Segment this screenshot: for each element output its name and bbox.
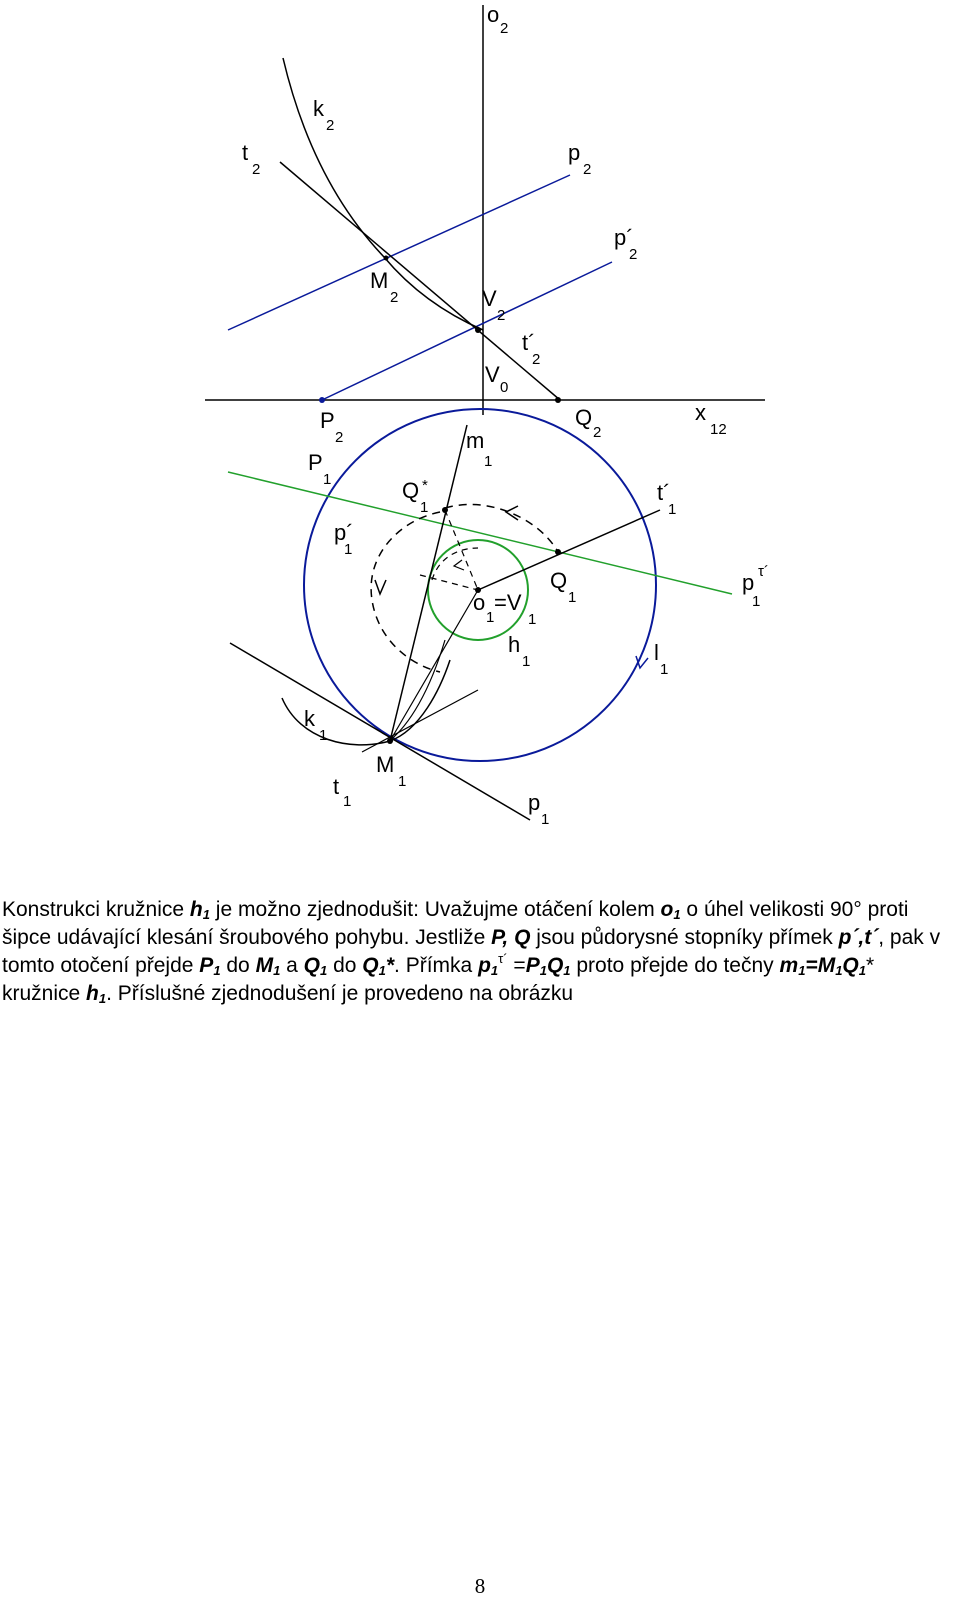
svg-text:1: 1 xyxy=(568,589,577,606)
svg-text:0: 0 xyxy=(500,379,509,396)
svg-text:2: 2 xyxy=(583,161,592,178)
label-l1 xyxy=(654,640,668,678)
arrow-left xyxy=(375,580,386,594)
svg-text:o: o xyxy=(473,590,486,615)
point-V2 xyxy=(475,327,481,333)
label-P2 xyxy=(320,408,343,446)
point-Q1 xyxy=(555,549,561,555)
svg-text:2: 2 xyxy=(390,289,399,306)
svg-text:1: 1 xyxy=(660,661,669,678)
label-p2-prime xyxy=(614,225,637,263)
svg-text:1: 1 xyxy=(752,593,761,610)
svg-text:2: 2 xyxy=(629,246,638,263)
label-t2-prime xyxy=(522,330,540,368)
line-p2-prime xyxy=(322,262,612,400)
label-Q2 xyxy=(575,405,601,441)
body-paragraph: Konstrukci kružnice $h_1$ je možno zjednodušit: Uvažujme otáčení kolem $o_1$ o úhel velikosti 90° proti šipce udávající klesání šroubového pohybu. Jestliže P, Q jsou půdorysné stopníky přímek p´,t´, pak v tomto otočení přejde $P_1$ do $M_1$ a $Q_1$ do $Q_1*$. Přímka $p_1^{\tau´} =P_1Q_1$ proto přejde do tečny $m_1=M_1Q_1*$ kružnice $h_1$. Příslušné zjednodušení je provedeno na obrázku xyxy=(2,898,941,1006)
svg-text:l: l xyxy=(654,640,659,665)
svg-text:1: 1 xyxy=(528,611,537,628)
line-t1-prime xyxy=(478,510,660,590)
svg-text:t: t xyxy=(242,140,249,165)
label-p2 xyxy=(568,140,591,178)
label-k1 xyxy=(304,706,327,744)
svg-text:2: 2 xyxy=(593,424,602,441)
svg-text:p: p xyxy=(568,140,581,165)
svg-text:1: 1 xyxy=(668,501,677,518)
svg-text:Q: Q xyxy=(550,568,568,593)
svg-text:p: p xyxy=(528,790,541,815)
svg-text:2: 2 xyxy=(532,351,541,368)
svg-text:1: 1 xyxy=(398,773,407,790)
svg-text:τ´: τ´ xyxy=(758,563,769,580)
svg-text:Q: Q xyxy=(402,478,420,503)
svg-text:t´: t´ xyxy=(522,330,536,355)
point-M2 xyxy=(384,256,389,261)
label-V0 xyxy=(485,362,508,396)
point-P2 xyxy=(319,397,325,403)
svg-text:*: * xyxy=(422,477,428,494)
svg-text:k: k xyxy=(313,96,324,121)
svg-text:1: 1 xyxy=(319,727,328,744)
point-Q2 xyxy=(555,397,561,403)
svg-text:o: o xyxy=(487,2,500,27)
arrow-l1 xyxy=(636,656,648,668)
svg-text:P: P xyxy=(320,408,335,433)
svg-text:2: 2 xyxy=(335,429,344,446)
svg-text:p´: p´ xyxy=(614,225,634,250)
label-Q1 xyxy=(550,568,576,606)
dashed-arc-inner xyxy=(432,548,478,580)
label-M2 xyxy=(370,268,398,306)
label-h1 xyxy=(508,632,530,670)
label-m1 xyxy=(466,428,492,470)
svg-text:2: 2 xyxy=(500,20,509,37)
svg-text:p´: p´ xyxy=(334,520,354,545)
svg-text:2: 2 xyxy=(252,161,261,178)
svg-text:p: p xyxy=(742,570,755,595)
svg-text:1: 1 xyxy=(486,609,495,626)
svg-text:m: m xyxy=(466,428,485,453)
svg-text:1: 1 xyxy=(420,499,429,516)
arrow-top xyxy=(506,506,518,520)
line-p1 xyxy=(230,643,530,820)
circle-l1 xyxy=(304,409,656,761)
line-t2 xyxy=(280,162,560,400)
svg-text:P: P xyxy=(308,450,323,475)
svg-text:h: h xyxy=(508,632,521,657)
label-Q1star xyxy=(402,477,428,516)
point-M1 xyxy=(387,738,393,744)
svg-text:1: 1 xyxy=(323,471,332,488)
svg-text:M: M xyxy=(376,752,395,777)
svg-text:=V: =V xyxy=(494,590,522,615)
svg-text:1: 1 xyxy=(344,541,353,558)
svg-text:Q: Q xyxy=(575,405,593,430)
label-p1-prime xyxy=(334,520,354,558)
svg-text:t´: t´ xyxy=(657,480,671,505)
svg-text:12: 12 xyxy=(710,421,727,438)
label-x12 xyxy=(695,400,727,438)
label-p1-tau xyxy=(742,563,769,610)
svg-text:1: 1 xyxy=(522,653,531,670)
page-number: 8 xyxy=(474,1574,486,1598)
svg-text:M: M xyxy=(370,268,389,293)
curve-k1 xyxy=(282,660,450,745)
svg-text:x: x xyxy=(695,400,706,425)
label-k2 xyxy=(313,96,334,134)
label-t1-prime xyxy=(657,480,676,518)
label-p1 xyxy=(528,790,549,828)
svg-text:2: 2 xyxy=(326,117,335,134)
point-Q1star xyxy=(442,507,448,513)
label-P1 xyxy=(308,450,331,488)
label-o2 xyxy=(487,2,508,37)
svg-text:t: t xyxy=(333,774,340,799)
svg-text:V: V xyxy=(482,286,497,311)
svg-text:k: k xyxy=(304,706,315,731)
svg-text:1: 1 xyxy=(484,453,493,470)
line-m1 xyxy=(390,425,467,741)
label-t1 xyxy=(333,774,351,810)
label-t2 xyxy=(242,140,260,178)
svg-text:V: V xyxy=(485,362,500,387)
svg-text:1: 1 xyxy=(343,793,352,810)
svg-text:2: 2 xyxy=(497,307,506,324)
svg-text:1: 1 xyxy=(541,811,550,828)
dashed-line-Q1star xyxy=(445,510,478,590)
label-M1 xyxy=(376,752,406,790)
arrow-inner xyxy=(454,560,464,570)
